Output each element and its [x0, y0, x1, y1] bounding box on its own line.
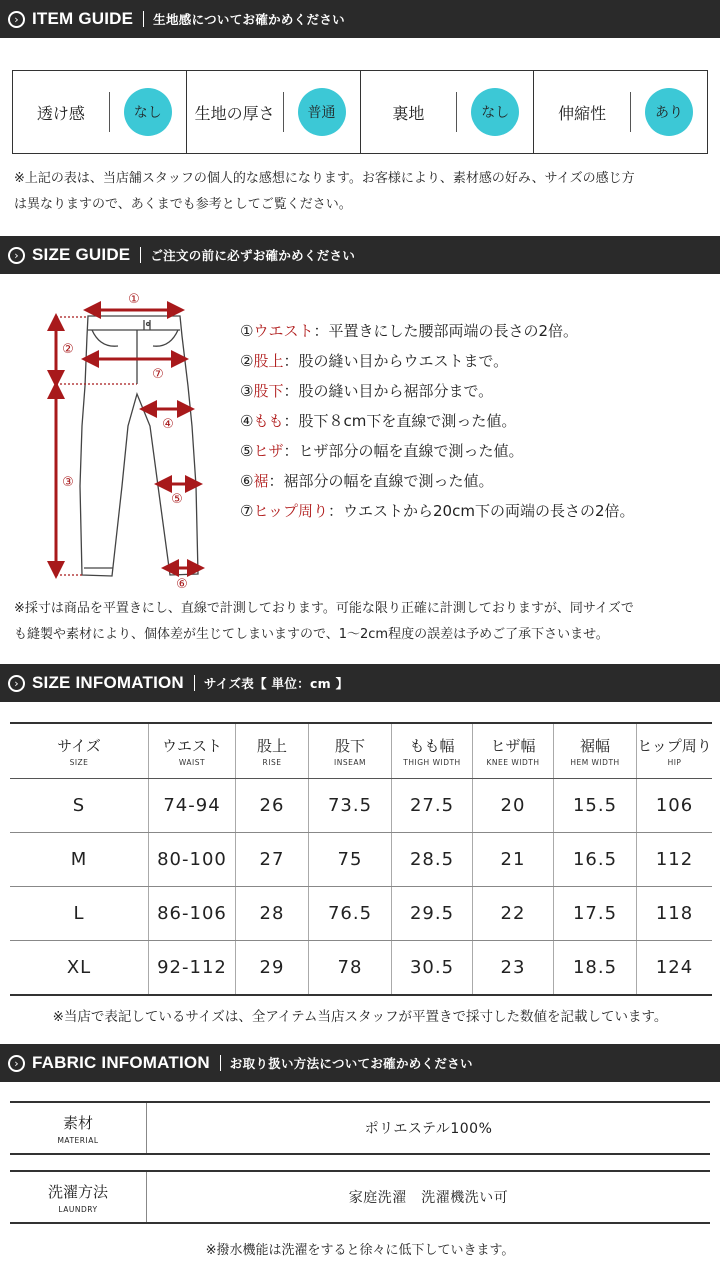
fabric-note: ※撥水機能は洗濯をすると徐々に低下していきます。 — [205, 1243, 515, 1258]
item-guide-lining: 裏地 なし — [361, 71, 535, 153]
table-row: XL 92-112 29 78 30.5 23 18.5 124 — [10, 941, 712, 996]
laundry-value: 家庭洗濯 洗濯機洗い可 — [348, 1190, 509, 1206]
fabric-material-row: 素材 MATERIAL ポリエステル100% — [10, 1101, 710, 1155]
size-guide-note: ※採寸は商品を平置きにし、直線で計測しております。可能な限り正確に計測しておりますが、同サイズで も縫製や素材により、個体差が生じてしまいますので、1〜2cm程度の誤差は予めご了承下さいませ。 — [14, 601, 634, 642]
size-definitions — [240, 316, 635, 526]
table-row: S 74-94 26 73.5 27.5 20 15.5 106 — [10, 779, 712, 833]
size-table-header: サイズ SIZE ウエスト WAIST 股上 RISE 股下 INSEAM もも幅 THIGH WIDTH ヒザ幅 KNEE WIDTH 裾幅 HEM WIDTH ヒップ周り HIP — [10, 723, 712, 779]
definition-hem: ⑥裾：裾部分の幅を直線で測った値。 — [240, 472, 494, 490]
marker-hip: ⑦ — [152, 367, 164, 382]
definition-rise: ②股上：股の縫い目からウエストまで。 — [240, 352, 509, 370]
value-badge: なし — [471, 88, 519, 136]
table-row: M 80-100 27 75 28.5 21 16.5 112 — [10, 833, 712, 887]
fabric-laundry-row: 洗濯方法 LAUNDRY 家庭洗濯 洗濯機洗い可 — [10, 1170, 710, 1224]
size-info-header: › SIZE INFOMATION サイズ表【 単位：cm 】 — [0, 664, 720, 702]
definition-hip: ⑦ヒップ周り：ウエストから20cm下の両端の長さの2倍。 — [240, 502, 635, 520]
chevron-right-icon: › — [8, 247, 25, 264]
definition-knee: ⑤ヒザ：ヒザ部分の幅を直線で測った値。 — [240, 442, 524, 460]
marker-hem: ⑥ — [176, 577, 188, 592]
marker-thigh: ④ — [162, 417, 174, 432]
size-info-note: ※当店で表記しているサイズは、全アイテム当店スタッフが平置きで採寸した数値を記載しています。 — [52, 1009, 668, 1025]
marker-rise: ② — [62, 342, 74, 357]
material-value: ポリエステル100% — [364, 1121, 493, 1137]
item-guide-note: ※上記の表は、当店舗スタッフの個人的な感想になります。お客様により、素材感の好み、サイズの感じ方 は異なりますので、あくまでも参考としてご覧ください。 — [14, 171, 635, 212]
marker-waist: ① — [128, 292, 140, 307]
item-guide-table — [12, 70, 708, 154]
size-guide-header: › SIZE GUIDE ご注文の前に必ずお確かめください — [0, 236, 720, 274]
item-guide-transparency: 透け感 なし — [13, 71, 187, 153]
pants-diagram — [40, 286, 210, 596]
value-badge: あり — [645, 88, 693, 136]
item-guide-stretch: 伸縮性 あり — [534, 71, 707, 153]
size-table — [10, 722, 712, 996]
chevron-right-icon: › — [8, 1055, 25, 1072]
value-badge: なし — [124, 88, 172, 136]
definition-inseam: ③股下：股の縫い目から裾部分まで。 — [240, 382, 494, 400]
item-guide-thickness: 生地の厚さ 普通 — [187, 71, 361, 153]
definition-waist: ①ウエスト：平置きにした腰部両端の長さの2倍。 — [240, 322, 579, 340]
chevron-right-icon: › — [8, 675, 25, 692]
marker-inseam: ③ — [62, 475, 74, 490]
value-badge: 普通 — [298, 88, 346, 136]
chevron-right-icon: › — [8, 11, 25, 28]
definition-thigh: ④もも：股下８cm下を直線で測った値。 — [240, 412, 517, 430]
marker-knee: ⑤ — [171, 492, 183, 507]
fabric-header: › FABRIC INFOMATION お取り扱い方法についてお確かめください — [0, 1044, 720, 1082]
item-guide-header: › ITEM GUIDE 生地感についてお確かめください — [0, 0, 720, 38]
table-row: L 86-106 28 76.5 29.5 22 17.5 118 — [10, 887, 712, 941]
